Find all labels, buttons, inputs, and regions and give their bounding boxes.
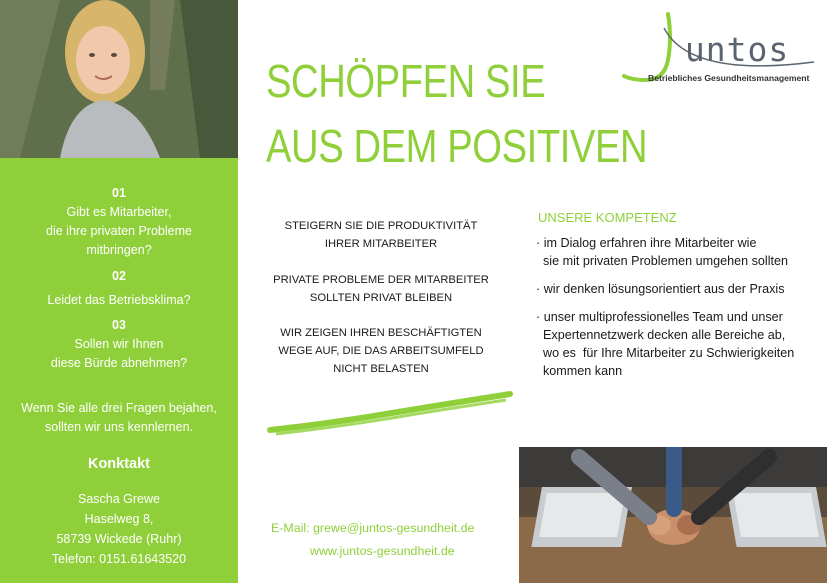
middle-line: WEGE AUF, DIE DAS ARBEITSUMFELD [278, 345, 484, 357]
middle-line: SOLLTEN PRIVAT BLEIBEN [309, 292, 453, 304]
middle-line: WIR ZEIGEN IHREN BESCHÄFTIGTEN [280, 327, 482, 339]
headline-line-1: SCHÖPFEN SIE [266, 55, 546, 107]
contact-name: Sascha Grewe [78, 492, 160, 506]
question-number: 03 [112, 318, 126, 332]
sidebar-panel [0, 0, 238, 583]
team-hands-photo [519, 447, 827, 583]
kompetenz-title: UNSERE KOMPETENZ [538, 210, 677, 225]
kompetenz-line: kommen kann [536, 364, 623, 378]
contact-street: Haselweg 8, [84, 512, 154, 526]
question-03 [0, 316, 238, 373]
kompetenz-line: · unser multiprofessionelles Team und unser [536, 310, 783, 324]
middle-line: STEIGERN SIE DIE PRODUKTIVITÄT [284, 220, 478, 232]
question-text: Gibt es Mitarbeiter, [66, 205, 172, 219]
headline-line-2: AUS DEM POSITIVEN [266, 120, 648, 172]
closing-line: sollten wir uns kennlernen. [45, 420, 193, 434]
middle-line: PRIVATE PROBLEME DER MITARBEITER [273, 274, 489, 286]
contact-details [0, 489, 238, 569]
kompetenz-line: sie mit privaten Problemen umgehen sollten [536, 254, 789, 268]
contact-title: Konktakt [87, 456, 151, 472]
email-link[interactable]: E-Mail: grewe@juntos-gesundheit.de [271, 521, 475, 535]
question-02 [0, 267, 238, 310]
kompetenz-line: · im Dialog erfahren ihre Mitarbeiter wie [536, 236, 757, 250]
closing-line: Wenn Sie alle drei Fragen bejahen, [21, 401, 217, 415]
question-01 [0, 184, 238, 260]
kompetenz-item [536, 234, 826, 270]
logo-wordmark [664, 30, 789, 69]
question-text: Leidet das Betriebsklima? [47, 293, 191, 307]
kompetenz-item [536, 280, 826, 298]
logo-tagline: Betriebliches Gesundheitsmanagement [648, 73, 810, 83]
brush-stroke-icon [266, 390, 516, 440]
kompetenz-line: wo es für Ihre Mitarbeiter zu Schwierigkeiten [536, 346, 795, 360]
closing-text [0, 399, 238, 437]
kompetenz-line: Expertennetzwerk decken alle Bereiche ab, [536, 328, 786, 342]
question-number: 02 [112, 269, 126, 283]
website-link[interactable]: www.juntos-gesundheit.de [310, 544, 455, 558]
logo-word-text: untos [684, 30, 790, 69]
middle-line: IHRER MITARBEITER [324, 238, 438, 250]
contact-city: 58739 Wickede (Ruhr) [56, 532, 182, 546]
middle-block-3 [266, 324, 496, 378]
middle-block-1 [266, 217, 496, 253]
question-text: die ihre privaten Probleme [46, 224, 192, 238]
woman-portrait-photo [0, 0, 238, 158]
question-number: 01 [112, 186, 126, 200]
question-text: diese Bürde abnehmen? [50, 356, 188, 370]
middle-line: NICHT BELASTEN [333, 363, 429, 375]
kompetenz-line: · wir denken lösungsorientiert aus der Praxis [536, 282, 785, 296]
kompetenz-item [536, 308, 826, 380]
question-text: Sollen wir Ihnen [74, 337, 164, 351]
contact-phone[interactable]: Telefon: 0151.61643520 [51, 552, 187, 566]
middle-block-2 [266, 271, 496, 307]
question-text: mitbringen? [86, 243, 152, 257]
